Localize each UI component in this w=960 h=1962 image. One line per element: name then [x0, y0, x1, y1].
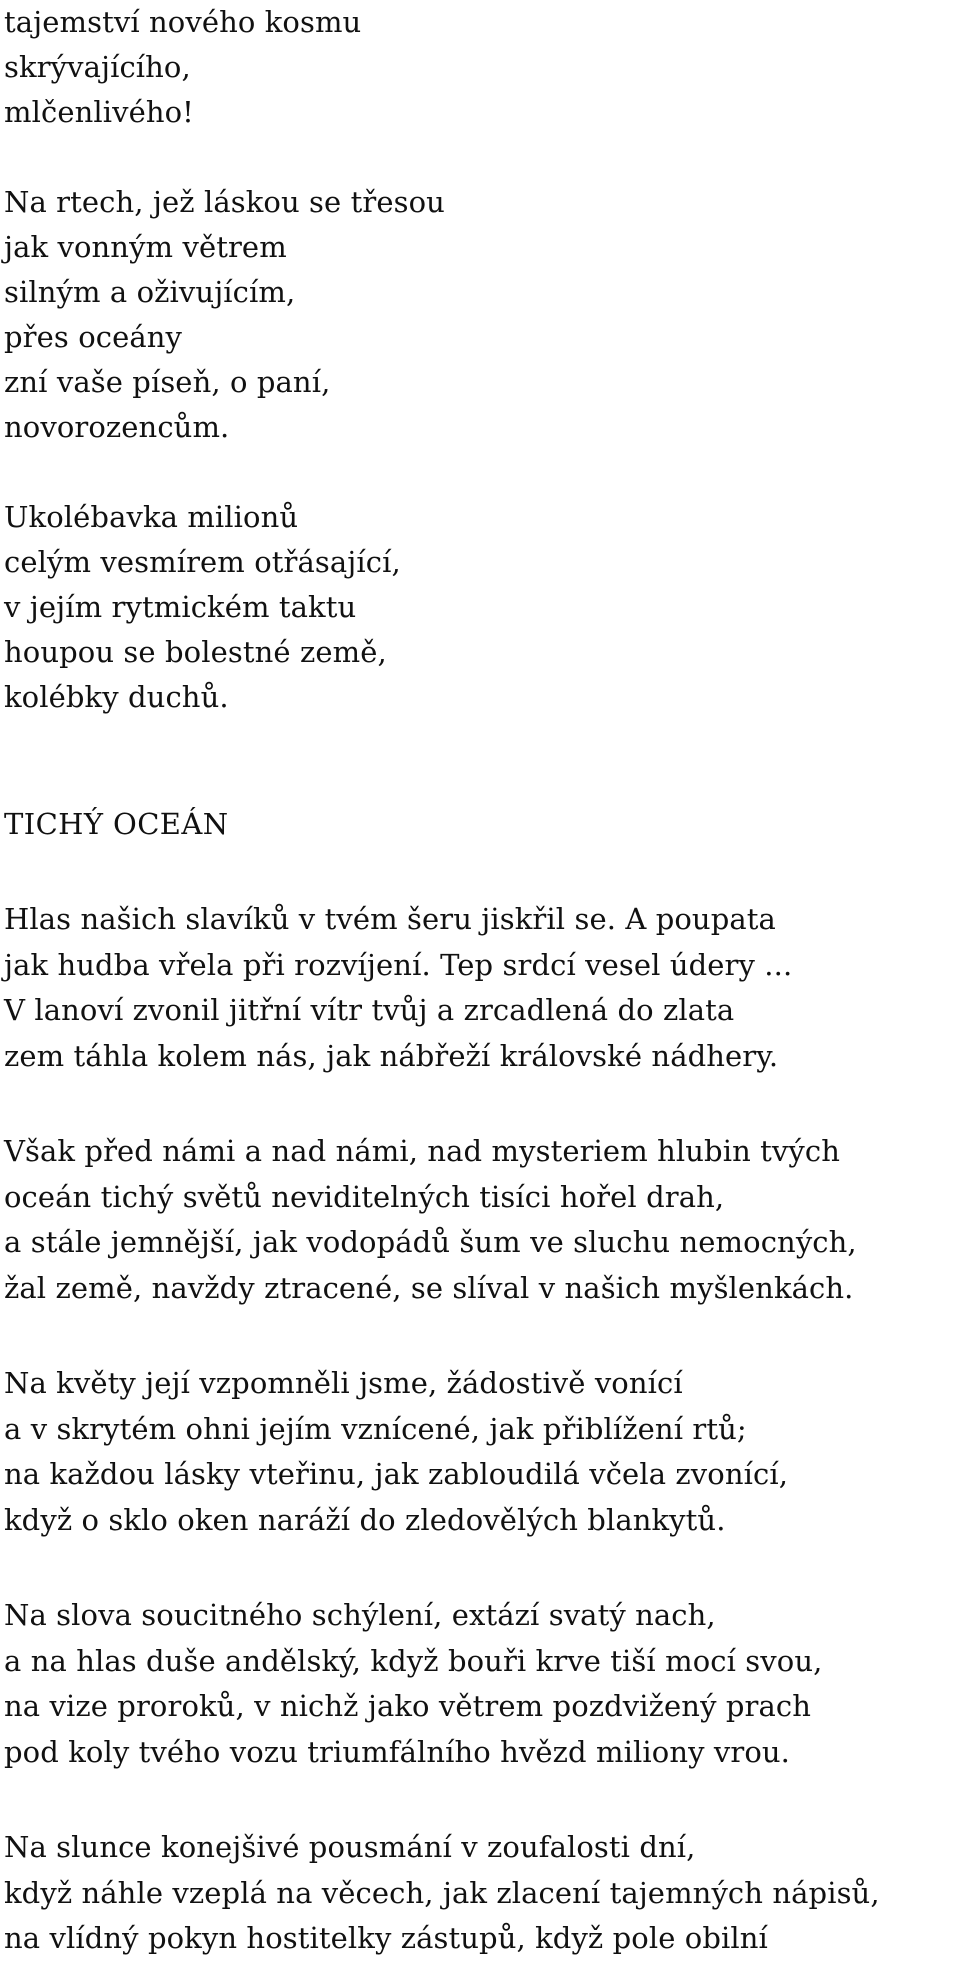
- verse-line: tajemství nového kosmu: [4, 5, 362, 39]
- verse-line: mlčenlivého!: [4, 95, 194, 129]
- verse-line: Na květy její vzpomněli jsme, žádostivě vonící: [4, 1366, 683, 1400]
- verse-line: zem táhla kolem nás, jak nábřeží královské nádhery.: [4, 1038, 779, 1073]
- verse-line: v jejím rytmickém taktu: [4, 590, 357, 624]
- verse-line: přes oceány: [4, 320, 183, 354]
- paragraph-1: [4, 897, 956, 1079]
- verse-line: Hlas našich slavíků v tvém šeru jiskřil se. A poupata: [4, 902, 776, 936]
- verse-line: žal země, navždy ztracené, se slíval v našich myšlenkách.: [4, 1270, 854, 1305]
- verse-line: Však před námi a nad námi, nad mysteriem hlubin tvých: [4, 1134, 841, 1168]
- paragraph-4: [4, 1593, 956, 1775]
- verse-line: Na slova soucitného schýlení, extází svatý nach,: [4, 1598, 716, 1632]
- verse-line: houpou se bolestné země,: [4, 635, 387, 669]
- verse-line: Na rtech, jež láskou se třesou: [4, 185, 445, 219]
- verse-line: Na slunce konejšivé pousmání v zoufalosti dní,: [4, 1830, 696, 1864]
- verse-line: kolébky duchů.: [4, 680, 229, 714]
- document-page: [4, 0, 956, 1962]
- title-gap: [4, 847, 956, 897]
- paragraph-gap: [4, 1543, 956, 1593]
- verse-line: a stále jemnější, jak vodopádů šum ve sluchu nemocných,: [4, 1225, 857, 1259]
- verse-line: celým vesmírem otřásající,: [4, 545, 401, 579]
- verse-line: silným a oživujícím,: [4, 275, 296, 309]
- stanza-2: [4, 180, 956, 450]
- section-gap: [4, 720, 956, 802]
- paragraph-3: [4, 1361, 956, 1543]
- verse-line: pod koly tvého vozu triumfálního hvězd miliony vrou.: [4, 1734, 791, 1769]
- paragraph-gap: [4, 1079, 956, 1129]
- verse-line: když o sklo oken naráží do zledovělých blankytů.: [4, 1502, 726, 1537]
- verse-line: oceán tichý světů neviditelných tisíci hořel drah,: [4, 1179, 725, 1214]
- verse-line: jak hudba vřela při rozvíjení. Tep srdcí vesel údery ...: [4, 947, 793, 982]
- verse-line: jak vonným větrem: [4, 230, 287, 264]
- stanza-gap: [4, 450, 956, 495]
- verse-line: na každou lásky vteřinu, jak zabloudilá včela zvonící,: [4, 1457, 789, 1491]
- paragraph-5: [4, 1825, 956, 1962]
- section-title: TICHÝ OCEÁN: [4, 807, 229, 841]
- verse-line: když náhle vzeplá na věcech, jak zlacení tajemných nápisů,: [4, 1875, 880, 1910]
- stanza-gap: [4, 135, 956, 180]
- verse-line: skrývajícího,: [4, 50, 191, 84]
- paragraph-gap: [4, 1311, 956, 1361]
- verse-line: zní vaše píseň, o paní,: [4, 365, 331, 399]
- verse-line: a v skrytém ohni jejím vznícené, jak přiblížení rtů;: [4, 1411, 747, 1446]
- stanza-3: [4, 495, 956, 720]
- verse-line: Ukolébavka milionů: [4, 500, 299, 534]
- verse-line: novorozencům.: [4, 410, 230, 444]
- verse-line: V lanoví zvonil jitřní vítr tvůj a zrcadlená do zlata: [4, 993, 735, 1027]
- verse-line: na vize proroků, v nichž jako větrem pozdvižený prach: [4, 1689, 812, 1723]
- paragraph-gap: [4, 1775, 956, 1825]
- verse-line: na vlídný pokyn hostitelky zástupů, když pole obilní: [4, 1921, 768, 1955]
- verse-line: a na hlas duše andělský, když bouři krve tiší mocí svou,: [4, 1643, 823, 1678]
- stanza-1: [4, 0, 956, 135]
- paragraph-2: [4, 1129, 956, 1311]
